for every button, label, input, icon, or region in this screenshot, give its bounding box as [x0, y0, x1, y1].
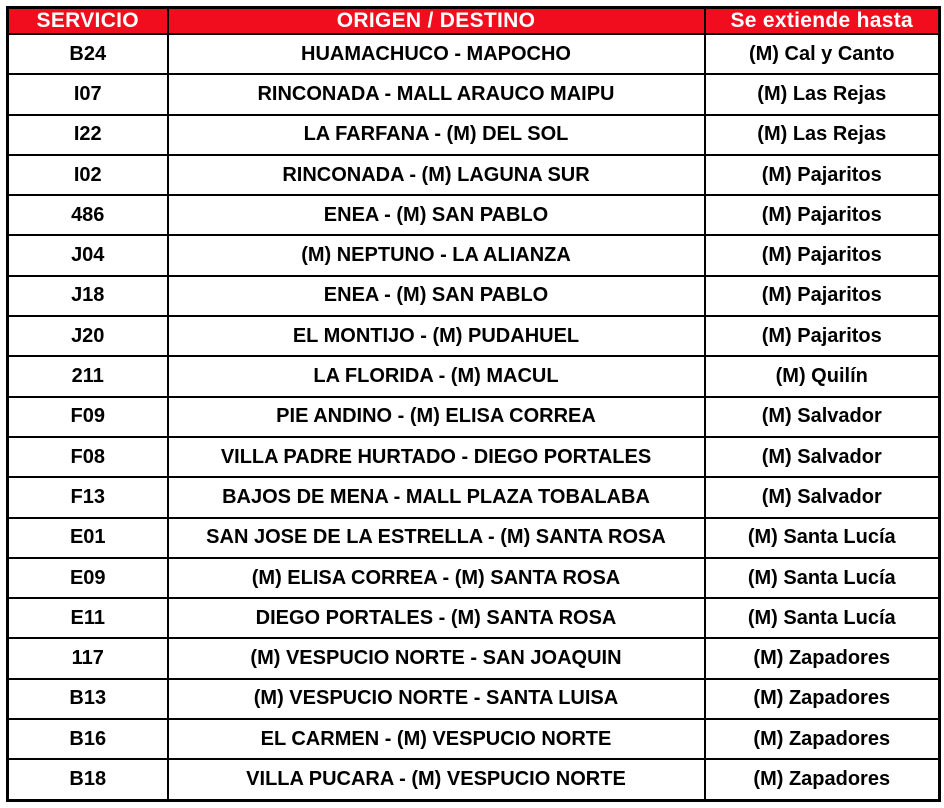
origin-destination-cell: BAJOS DE MENA - MALL PLAZA TOBALABA: [168, 477, 705, 517]
origin-destination-cell: PIE ANDINO - (M) ELISA CORREA: [168, 397, 705, 437]
service-cell: I07: [8, 74, 168, 114]
extends-to-cell: (M) Pajaritos: [705, 195, 940, 235]
extends-to-cell: (M) Salvador: [705, 477, 940, 517]
table-row: [8, 195, 940, 235]
header-row: [8, 8, 940, 35]
column-header-servicio: SERVICIO: [8, 8, 168, 35]
table-row: [8, 115, 940, 155]
origin-destination-cell: (M) ELISA CORREA - (M) SANTA ROSA: [168, 558, 705, 598]
extends-to-cell: (M) Pajaritos: [705, 276, 940, 316]
origin-destination-cell: ENEA - (M) SAN PABLO: [168, 276, 705, 316]
extends-to-cell: (M) Santa Lucía: [705, 598, 940, 638]
service-extension-table: [6, 6, 941, 802]
service-cell: J04: [8, 235, 168, 275]
origin-destination-cell: (M) VESPUCIO NORTE - SAN JOAQUIN: [168, 638, 705, 678]
table-row: [8, 397, 940, 437]
column-header-se-extiende-hasta: Se extiende hasta: [705, 8, 940, 35]
table-body: [8, 34, 940, 801]
service-cell: 211: [8, 356, 168, 396]
service-cell: F09: [8, 397, 168, 437]
table-row: [8, 276, 940, 316]
extends-to-cell: (M) Zapadores: [705, 679, 940, 719]
table-row: [8, 598, 940, 638]
service-cell: I22: [8, 115, 168, 155]
service-cell: 486: [8, 195, 168, 235]
extends-to-cell: (M) Salvador: [705, 437, 940, 477]
extends-to-cell: (M) Zapadores: [705, 719, 940, 759]
service-cell: F13: [8, 477, 168, 517]
table-row: [8, 558, 940, 598]
service-cell: F08: [8, 437, 168, 477]
extends-to-cell: (M) Pajaritos: [705, 316, 940, 356]
table-row: [8, 235, 940, 275]
table-row: [8, 638, 940, 678]
service-cell: B16: [8, 719, 168, 759]
table-row: [8, 437, 940, 477]
service-cell: J18: [8, 276, 168, 316]
origin-destination-cell: EL MONTIJO - (M) PUDAHUEL: [168, 316, 705, 356]
table-row: [8, 518, 940, 558]
origin-destination-cell: (M) NEPTUNO - LA ALIANZA: [168, 235, 705, 275]
extends-to-cell: (M) Pajaritos: [705, 235, 940, 275]
service-cell: E09: [8, 558, 168, 598]
table-row: [8, 74, 940, 114]
extends-to-cell: (M) Pajaritos: [705, 155, 940, 195]
column-header-origen-destino: ORIGEN / DESTINO: [168, 8, 705, 35]
extends-to-cell: (M) Santa Lucía: [705, 518, 940, 558]
origin-destination-cell: RINCONADA - MALL ARAUCO MAIPU: [168, 74, 705, 114]
table-row: [8, 34, 940, 74]
service-cell: B24: [8, 34, 168, 74]
extends-to-cell: (M) Las Rejas: [705, 74, 940, 114]
extends-to-cell: (M) Zapadores: [705, 638, 940, 678]
service-cell: E01: [8, 518, 168, 558]
origin-destination-cell: VILLA PADRE HURTADO - DIEGO PORTALES: [168, 437, 705, 477]
service-cell: 117: [8, 638, 168, 678]
table-row: [8, 679, 940, 719]
service-cell: B13: [8, 679, 168, 719]
table-row: [8, 356, 940, 396]
table-row: [8, 477, 940, 517]
extends-to-cell: (M) Cal y Canto: [705, 34, 940, 74]
table-header: [8, 8, 940, 35]
extends-to-cell: (M) Salvador: [705, 397, 940, 437]
service-cell: J20: [8, 316, 168, 356]
origin-destination-cell: LA FLORIDA - (M) MACUL: [168, 356, 705, 396]
origin-destination-cell: DIEGO PORTALES - (M) SANTA ROSA: [168, 598, 705, 638]
extends-to-cell: (M) Las Rejas: [705, 115, 940, 155]
extends-to-cell: (M) Quilín: [705, 356, 940, 396]
table-row: [8, 719, 940, 759]
table-row: [8, 155, 940, 195]
service-cell: E11: [8, 598, 168, 638]
origin-destination-cell: EL CARMEN - (M) VESPUCIO NORTE: [168, 719, 705, 759]
origin-destination-cell: VILLA PUCARA - (M) VESPUCIO NORTE: [168, 759, 705, 800]
table-row: [8, 759, 940, 800]
service-extension-table-wrap: [6, 6, 938, 802]
origin-destination-cell: LA FARFANA - (M) DEL SOL: [168, 115, 705, 155]
table-row: [8, 316, 940, 356]
origin-destination-cell: HUAMACHUCO - MAPOCHO: [168, 34, 705, 74]
origin-destination-cell: (M) VESPUCIO NORTE - SANTA LUISA: [168, 679, 705, 719]
service-cell: B18: [8, 759, 168, 800]
origin-destination-cell: SAN JOSE DE LA ESTRELLA - (M) SANTA ROSA: [168, 518, 705, 558]
extends-to-cell: (M) Santa Lucía: [705, 558, 940, 598]
origin-destination-cell: RINCONADA - (M) LAGUNA SUR: [168, 155, 705, 195]
extends-to-cell: (M) Zapadores: [705, 759, 940, 800]
service-cell: I02: [8, 155, 168, 195]
origin-destination-cell: ENEA - (M) SAN PABLO: [168, 195, 705, 235]
